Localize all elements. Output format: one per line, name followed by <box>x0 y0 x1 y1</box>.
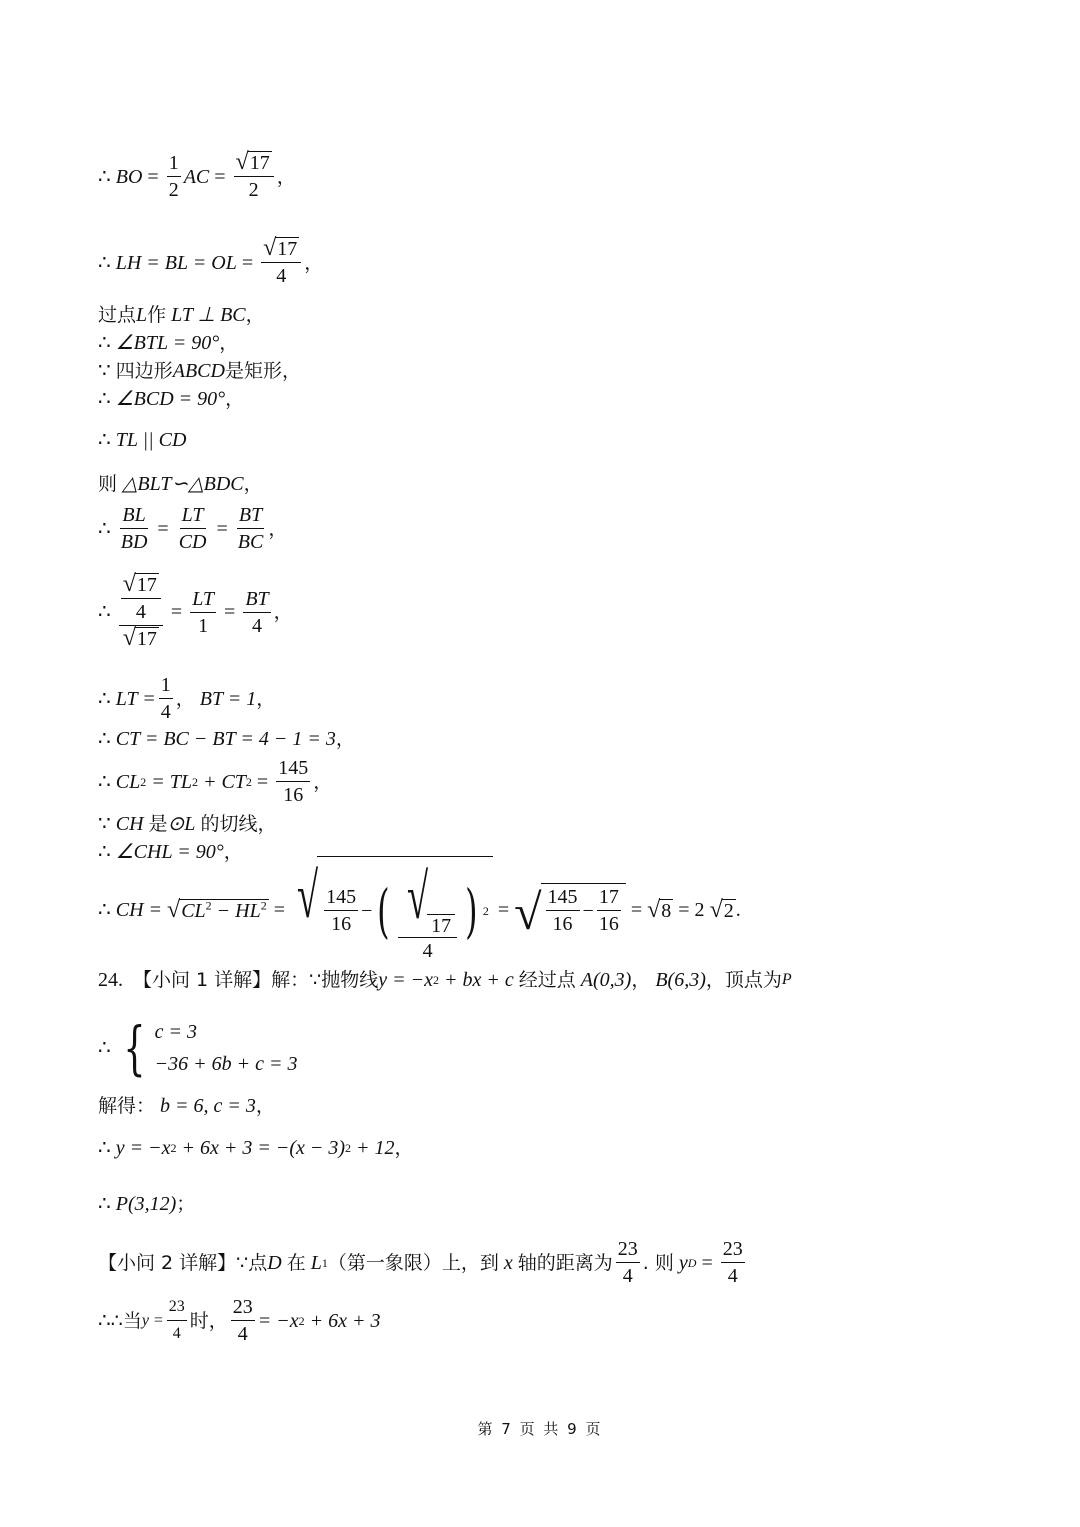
line-rectangle: ∵ 四边形 ABCD 是矩形， <box>98 360 301 382</box>
line-q2-intro: 【小问 2 详解】 ∵点 D 在 L 1 （第一象限）上，到 x 轴的距离为 $\frac{23}{4}$ . 则 y D = $\frac{23}{4}$ <box>98 1238 743 1287</box>
line-ct: ∴ CT = BC − BT = 4 − 1 = 3 ， <box>98 728 355 750</box>
line-bo: ∴ BO = $\frac{1}{2}$ AC = √ 17 2 ， <box>98 149 296 201</box>
line-cl2: ∴ CL 2 = TL 2 + CT 2 = $\frac{145}{16}$ ， <box>98 757 333 806</box>
line-system: ∴ { c = 3 −36 + 6b + c = 3 <box>98 1014 298 1082</box>
line-p: ∴ P(3,12) ； <box>98 1193 196 1215</box>
line-ratios: ∴ $\frac{BL}{BD}$ = $\frac{LT}{CD}$ = $\frac{BT}{BC}$ ， <box>98 504 288 553</box>
line-perp: 过点 L 作 LT ⊥ BC ， <box>98 304 265 326</box>
line-vertex-form: ∴ y = −x 2 + 6x + 3 = −(x − 3) 2 + 12 ， <box>98 1137 414 1159</box>
line-when-y: ∴ ∴当 y = $\frac{23}{4}$ 时， $\frac{23}{4}$ = −x 2 + 6x + 3 <box>98 1296 381 1345</box>
line-lt-bt: ∴ LT = $\frac{1}{4}$ ， BT = 1 ， <box>98 674 276 723</box>
line-solve: 解得： b = 6, c = 3 ， <box>98 1095 275 1117</box>
line-lh: ∴ LH = BL = OL = √ 17 4 ， <box>98 235 324 287</box>
line-angle-btl: ∴ ∠BTL = 90° ， <box>98 332 239 354</box>
line-similar: 则 △BLT∽△BDC ， <box>98 473 263 495</box>
line-parallel: ∴ TL || CD <box>98 429 187 451</box>
line-ratio-values: ∴ √ 17 4 √ 17 = $\frac{LT}{1}$ = $\frac{BT}{4}$ ， <box>98 571 293 651</box>
line-angle-bcd: ∴ ∠BCD = 90° ， <box>98 388 245 410</box>
line-ch-result: ∴ CH = √ $CL^2 - HL^2$ = √ $\frac{145}{16}$ − ( √ 17 4 ) 2 = √ $\frac{145}{16}$ − $\frac{17}{16}$ = √ 8 = 2 √ 2 . <box>98 872 741 948</box>
line-tangent: ∵ CH 是 ⊙L 的切线， <box>98 813 277 835</box>
page-footer: 第 7 页 共 9 页 <box>477 1420 603 1438</box>
line-q24-intro: 24. 【小问 1 详解】 解：∵抛物线 y = −x 2 + bx + c 经过点 A(0,3) ， B(6,3) ，顶点为 P <box>98 969 792 991</box>
line-angle-chl: ∴ ∠CHL = 90° ， <box>98 841 243 863</box>
